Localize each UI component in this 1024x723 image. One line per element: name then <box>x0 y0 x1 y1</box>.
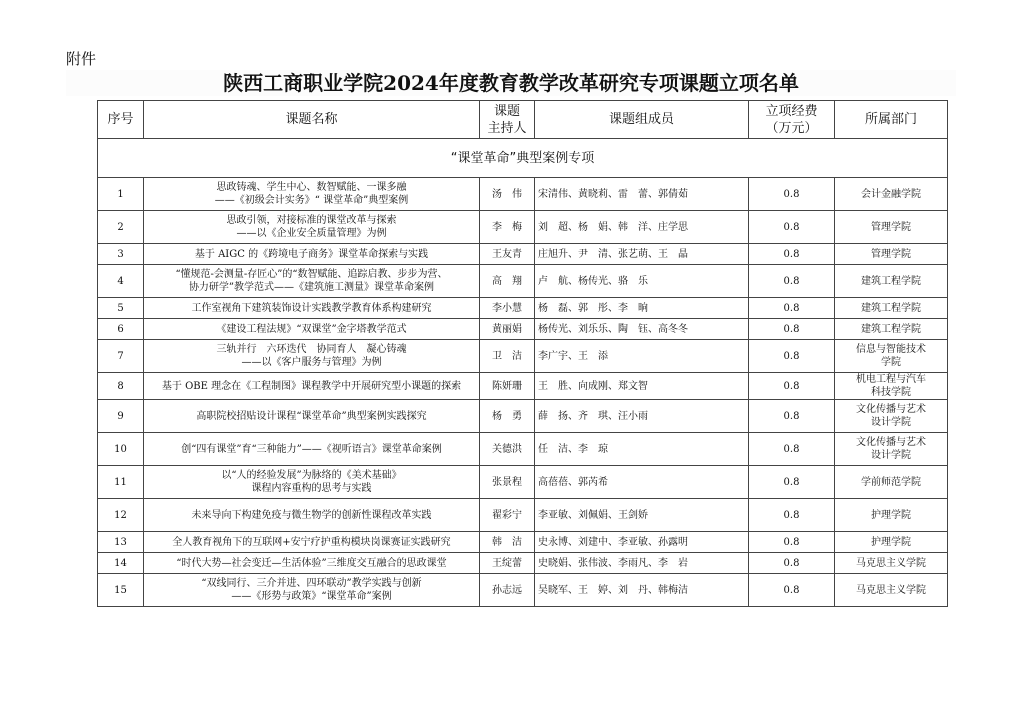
row-members: 刘 超、杨 娟、韩 洋、庄学思 <box>535 211 749 244</box>
table-row <box>98 499 948 532</box>
project-list-table <box>97 100 948 607</box>
row-index: 10 <box>98 433 144 466</box>
row-project-name: 工作室视角下建筑装饰设计实践教学教育体系构建研究 <box>144 298 480 319</box>
table-row <box>98 466 948 499</box>
row-host: 孙志远 <box>480 574 535 607</box>
table-row <box>98 574 948 607</box>
document-title: 陕西工商职业学院2024年度教育教学改革研究专项课题立项名单 <box>66 70 956 96</box>
row-host: 李 梅 <box>480 211 535 244</box>
row-funding: 0.8 <box>749 178 835 211</box>
row-members: 李亚敏、刘佩娟、王剑娇 <box>535 499 749 532</box>
section-title: “课堂革命”典型案例专项 <box>98 139 948 178</box>
row-host: 张景程 <box>480 466 535 499</box>
row-department: 管理学院 <box>835 244 948 265</box>
row-funding: 0.8 <box>749 340 835 373</box>
row-index: 7 <box>98 340 144 373</box>
row-members: 任 洁、李 琼 <box>535 433 749 466</box>
table-row <box>98 211 948 244</box>
row-host: 关德洪 <box>480 433 535 466</box>
row-host: 翟彩宁 <box>480 499 535 532</box>
row-department: 建筑工程学院 <box>835 298 948 319</box>
row-host: 高 翔 <box>480 265 535 298</box>
row-department: 建筑工程学院 <box>835 319 948 340</box>
row-host: 杨 勇 <box>480 400 535 433</box>
row-index: 5 <box>98 298 144 319</box>
row-members: 宋清伟、黄晓莉、雷 蕾、郭倩茹 <box>535 178 749 211</box>
row-funding: 0.8 <box>749 211 835 244</box>
row-members: 吴晓军、王 婷、刘 丹、韩梅洁 <box>535 574 749 607</box>
row-funding: 0.8 <box>749 319 835 340</box>
row-index: 3 <box>98 244 144 265</box>
row-funding: 0.8 <box>749 433 835 466</box>
row-host: 陈妍珊 <box>480 373 535 400</box>
table-row <box>98 298 948 319</box>
row-project-name: 基于 AIGC 的《跨境电子商务》课堂革命探索与实践 <box>144 244 480 265</box>
table-row <box>98 400 948 433</box>
row-project-name: 《建设工程法规》“双课堂”金字塔教学范式 <box>144 319 480 340</box>
table-row <box>98 433 948 466</box>
row-project-name: 三轨并行 六环迭代 协同育人 凝心铸魂 ——以《客户服务与管理》为例 <box>144 340 480 373</box>
row-index: 9 <box>98 400 144 433</box>
header-members: 课题组成员 <box>535 101 749 139</box>
row-department: 会计金融学院 <box>835 178 948 211</box>
row-funding: 0.8 <box>749 466 835 499</box>
row-funding: 0.8 <box>749 553 835 574</box>
table-row <box>98 265 948 298</box>
row-members: 杨传光、刘乐乐、陶 钰、高冬冬 <box>535 319 749 340</box>
row-members: 庄旭升、尹 清、张艺萌、王 晶 <box>535 244 749 265</box>
row-index: 12 <box>98 499 144 532</box>
row-department: 机电工程与汽车 科技学院 <box>835 373 948 400</box>
row-index: 1 <box>98 178 144 211</box>
row-host: 汤 伟 <box>480 178 535 211</box>
row-host: 王友青 <box>480 244 535 265</box>
row-department: 护理学院 <box>835 499 948 532</box>
row-funding: 0.8 <box>749 574 835 607</box>
row-funding: 0.8 <box>749 400 835 433</box>
header-index: 序号 <box>98 101 144 139</box>
row-members: 李广宇、王 添 <box>535 340 749 373</box>
row-funding: 0.8 <box>749 244 835 265</box>
row-host: 黄丽娟 <box>480 319 535 340</box>
header-project-name: 课题名称 <box>144 101 480 139</box>
row-index: 11 <box>98 466 144 499</box>
row-index: 13 <box>98 532 144 553</box>
header-funding: 立项经费 （万元） <box>749 101 835 139</box>
row-host: 王绽蕾 <box>480 553 535 574</box>
row-project-name: 思政铸魂、学生中心、数智赋能、一课多融 ——《初级会计实务》“ 课堂革命”典型案例 <box>144 178 480 211</box>
table-row <box>98 340 948 373</box>
table-row <box>98 532 948 553</box>
row-funding: 0.8 <box>749 298 835 319</box>
row-index: 15 <box>98 574 144 607</box>
row-index: 14 <box>98 553 144 574</box>
row-index: 2 <box>98 211 144 244</box>
table-row <box>98 373 948 400</box>
header-host: 课题 主持人 <box>480 101 535 139</box>
header-department: 所属部门 <box>835 101 948 139</box>
row-members: 史永博、刘建中、李亚敏、孙露明 <box>535 532 749 553</box>
attachment-label: 附件 <box>66 50 97 68</box>
row-members: 高蓓蓓、郭芮希 <box>535 466 749 499</box>
row-project-name: 未来导向下构建免疫与微生物学的创新性课程改革实践 <box>144 499 480 532</box>
row-host: 韩 洁 <box>480 532 535 553</box>
row-department: 管理学院 <box>835 211 948 244</box>
row-funding: 0.8 <box>749 373 835 400</box>
table-header-row <box>98 101 948 139</box>
row-department: 建筑工程学院 <box>835 265 948 298</box>
row-project-name: “双线同行、三介并进、四环联动”教学实践与创新 ——《形势与政策》“课堂革命”案例 <box>144 574 480 607</box>
row-department: 护理学院 <box>835 532 948 553</box>
row-project-name: 思政引领，对接标准的课堂改革与探索 ——以《企业安全质量管理》为例 <box>144 211 480 244</box>
table-row <box>98 244 948 265</box>
row-project-name: 创“四有课堂”育“三种能力”——《视听语言》课堂革命案例 <box>144 433 480 466</box>
row-members: 杨 磊、郭 彤、李 晌 <box>535 298 749 319</box>
table-row <box>98 553 948 574</box>
row-department: 信息与智能技术 学院 <box>835 340 948 373</box>
row-department: 马克思主义学院 <box>835 574 948 607</box>
row-index: 4 <box>98 265 144 298</box>
row-funding: 0.8 <box>749 499 835 532</box>
row-members: 卢 航、杨传光、骆 乐 <box>535 265 749 298</box>
row-department: 文化传播与艺术 设计学院 <box>835 400 948 433</box>
row-project-name: “懂规范-会测量-存匠心”的“数智赋能、追踪启教、步步为营、 协力研学”教学范式——《建筑施工测量》课堂革命案例 <box>144 265 480 298</box>
section-row <box>98 139 948 178</box>
row-members: 王 胜、向成刚、郑文智 <box>535 373 749 400</box>
row-funding: 0.8 <box>749 265 835 298</box>
row-project-name: “时代大势—社会变迁—生活体验”三维度交互融合的思政课堂 <box>144 553 480 574</box>
row-project-name: 以“人的经验发展”为脉络的《美术基础》 课程内容重构的思考与实践 <box>144 466 480 499</box>
row-project-name: 基于 OBE 理念在《工程制图》课程教学中开展研究型小课题的探索 <box>144 373 480 400</box>
row-host: 卫 洁 <box>480 340 535 373</box>
row-index: 8 <box>98 373 144 400</box>
row-project-name: 高职院校招贴设计课程“课堂革命”典型案例实践探究 <box>144 400 480 433</box>
row-department: 马克思主义学院 <box>835 553 948 574</box>
row-members: 薛 扬、齐 琪、汪小雨 <box>535 400 749 433</box>
row-project-name: 全人教育视角下的互联网+安宁疗护重构模块岗课赛证实践研究 <box>144 532 480 553</box>
row-department: 文化传播与艺术 设计学院 <box>835 433 948 466</box>
row-host: 李小慧 <box>480 298 535 319</box>
row-funding: 0.8 <box>749 532 835 553</box>
table-row <box>98 319 948 340</box>
row-members: 史晓娟、张伟波、李雨凡、李 岩 <box>535 553 749 574</box>
row-index: 6 <box>98 319 144 340</box>
table-row <box>98 178 948 211</box>
row-department: 学前师范学院 <box>835 466 948 499</box>
